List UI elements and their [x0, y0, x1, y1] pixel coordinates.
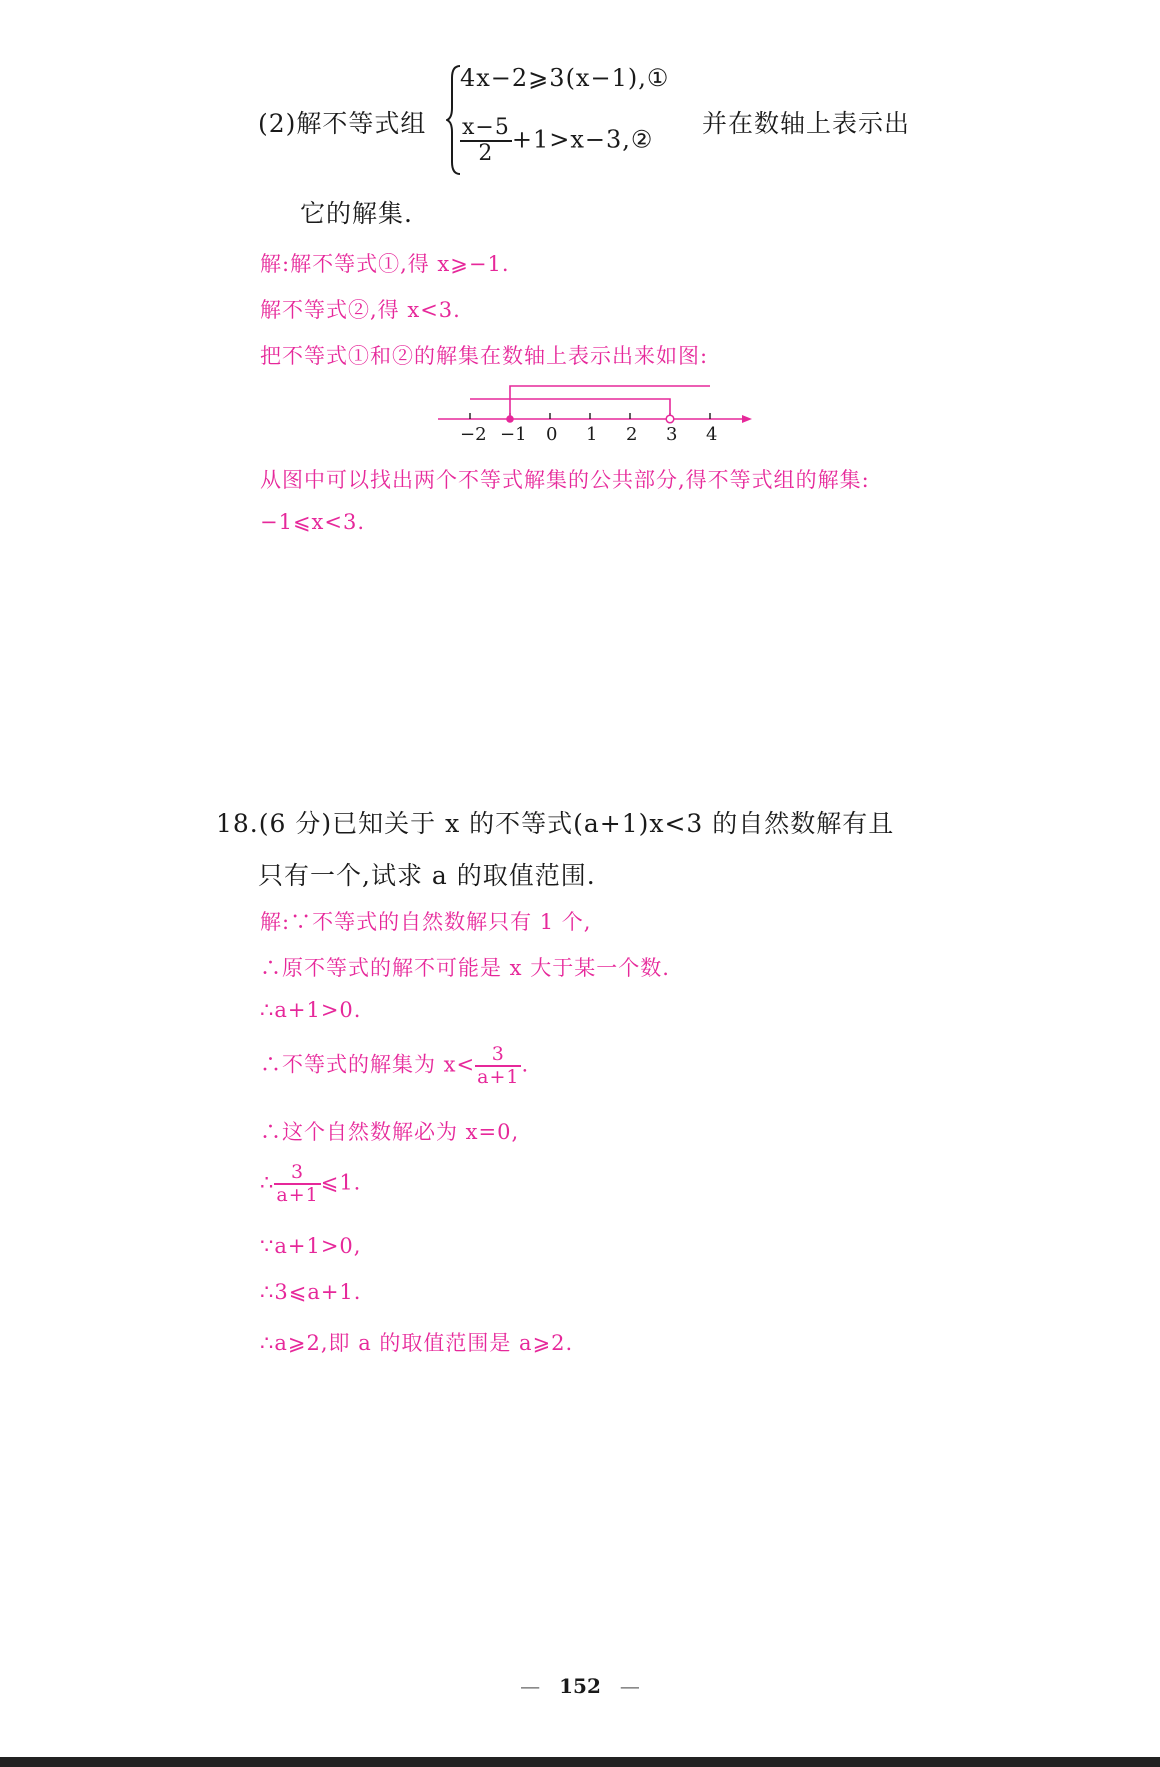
line4-fraction — [475, 1044, 521, 1088]
line4-prefix: ∴不等式的解集为 x< — [260, 1052, 476, 1077]
fraction-denominator: a+1 — [477, 1065, 520, 1088]
fraction-denominator: a+1 — [276, 1183, 319, 1206]
number-line-labels — [430, 424, 760, 450]
q2-solution-line2: 解不等式②,得 x<3. — [260, 298, 461, 322]
tick-label: 4 — [706, 424, 718, 445]
q18-solution-line8: ∴3⩽a+1. — [260, 1280, 362, 1304]
tick-label: 3 — [666, 424, 678, 445]
inequality-1: 4x−2⩾3(x−1),① — [460, 64, 670, 92]
tick-label: 0 — [546, 424, 558, 445]
line6-fraction — [274, 1162, 320, 1206]
inequality-2-rest: +1>x−3,② — [511, 125, 654, 154]
line6-prefix: ∴ — [260, 1170, 275, 1195]
range-x-ge-minus1 — [510, 386, 710, 419]
q18-line2: 只有一个,试求 a 的取值范围. — [258, 861, 596, 890]
q18-solution-line7: ∵a+1>0, — [260, 1234, 362, 1258]
fraction-numerator: 3 — [274, 1162, 320, 1185]
tick-label: −1 — [500, 424, 527, 445]
line4-suffix: . — [521, 1052, 530, 1077]
fraction-numerator: x−5 — [460, 116, 512, 142]
tick-label: 2 — [626, 424, 638, 445]
page-number-dash-right: — — [619, 1674, 640, 1698]
q18-line1: 18.(6 分)已知关于 x 的不等式(a+1)x<3 的自然数解有且 — [216, 809, 895, 838]
q2-suffix: 并在数轴上表示出 — [702, 109, 911, 138]
page-number-dash-left: — — [520, 1674, 541, 1698]
fraction-numerator: 3 — [475, 1044, 521, 1067]
tick-label: −2 — [460, 424, 487, 445]
q18-solution-line5: ∴这个自然数解必为 x=0, — [260, 1120, 520, 1144]
q2-solution-line4: 从图中可以找出两个不等式解集的公共部分,得不等式组的解集: — [260, 468, 870, 492]
inequality-2 — [460, 116, 653, 166]
q18-solution-line3: ∴a+1>0. — [260, 998, 362, 1022]
q2-solution-line5: −1⩽x<3. — [260, 510, 366, 534]
fraction-denominator: 2 — [478, 141, 494, 167]
page-number: 152 — [559, 1674, 601, 1698]
open-point-3 — [666, 415, 674, 423]
line6-suffix: ⩽1. — [320, 1170, 362, 1195]
range-x-lt-3 — [470, 399, 670, 419]
q18-solution-line1: 解:∵不等式的自然数解只有 1 个, — [260, 910, 592, 934]
q18-solution-line6 — [260, 1162, 361, 1206]
tick-label: 1 — [586, 424, 598, 445]
bottom-edge-bar — [0, 1757, 1160, 1767]
closed-point-minus1 — [506, 415, 514, 423]
q2-solution-line1: 解:解不等式①,得 x⩾−1. — [260, 252, 510, 276]
page-number-footer — [500, 1674, 660, 1698]
q18-solution-line2: ∴原不等式的解不可能是 x 大于某一个数. — [260, 956, 670, 980]
number-line-arrow — [742, 415, 752, 423]
q18-solution-line4 — [260, 1044, 529, 1088]
q2-solution-line3: 把不等式①和②的解集在数轴上表示出来如图: — [260, 344, 709, 368]
q18-solution-line9: ∴a⩾2,即 a 的取值范围是 a⩾2. — [260, 1331, 574, 1355]
q2-line2: 它的解集. — [300, 199, 413, 228]
q2-prefix: (2)解不等式组 — [258, 109, 427, 138]
inequality-2-fraction — [460, 116, 512, 166]
